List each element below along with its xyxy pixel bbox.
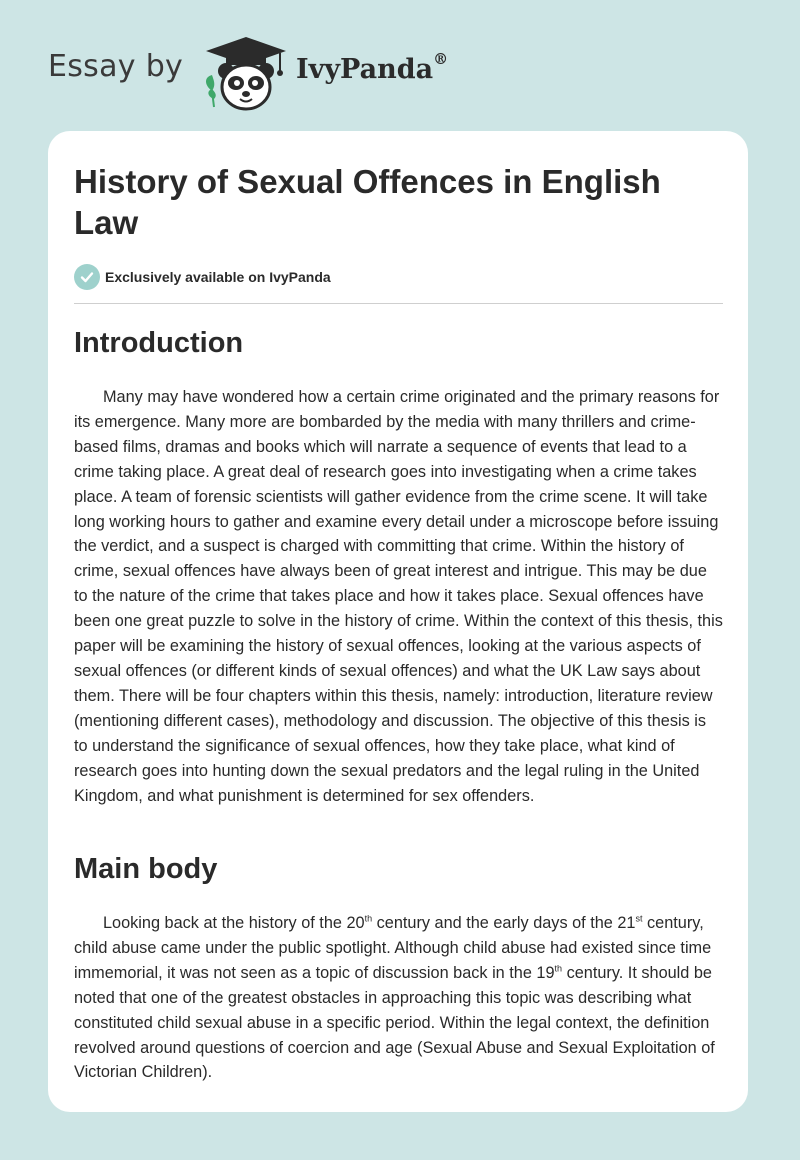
section-heading-main-body: Main body [74,853,218,885]
brand-name-text: IvyPanda [296,54,434,85]
site-header [0,0,800,130]
brand-name[interactable] [296,50,449,85]
ordinal-suffix: th [554,963,563,974]
exclusive-badge-label: Exclusively available on IvyPanda [105,269,331,285]
ordinal-suffix: th [364,913,373,924]
section-heading-introduction: Introduction [74,327,244,359]
ordinal-suffix: st [635,913,643,924]
main-body-paragraph [74,911,724,1085]
ivypanda-panda-logo-icon[interactable] [200,35,292,113]
introduction-paragraph: Many may have wondered how a certain crime originated and the primary reasons for its emergence. Many more are bombarded by the media with many thrillers and crime-based films, dramas and books which will narrate a sequence of events that lead to a crime taking place. A great deal of research goes into investigating when a crime takes place. A team of forensic scientists will gather evidence from the crime scene. It will take long working hours to gather and examine every detail under a microscope before issuing the verdict, and a suspect is charged with committing that crime. Within the history of crime, sexual offences have always been of great interest and intrigue. This may be due to the nature of the crime that takes place and how it takes place. Sexual offences have been one great puzzle to solve in the history of crime. Within the context of this thesis, this paper will be examining the history of sexual offences, looking at the various aspects of sexual offences (or different kinds of sexual offences) and what the UK Law says about them. There will be four chapters within this thesis, namely: introduction, literature review (mentioning different cases), methodology and discussion. The objective of this thesis is to understand the significance of sexual offences, how they take place, what kind of research goes into hunting down the sexual predators and the legal ruling in the United Kingdom, and what punishment is determined for sex offenders. [74,388,723,805]
essay-by-label: Essay by [48,49,184,84]
main-body-text-3: century, child abuse came under the public spotlight. Although child abuse had existed since time immemorial, it was not seen as a topic of discussion back in the 19 [74,914,712,982]
registered-mark: ® [433,50,449,68]
main-body-text-1: Looking back at the history of the 20 [103,914,365,932]
exclusive-badge [74,264,331,290]
main-body-text-4: century. It should be noted that one of the greatest obstacles in approaching this topic was describing what constituted child sexual abuse in a specific period. Within the legal context, the definition revolved around questions of coercion and age (Sexual Abuse and Sexual Exploitation of Victorian Children). [74,963,715,1082]
essay-card [48,131,748,1112]
main-body-text-2: century and the early days of the 21 [372,914,636,932]
check-circle-icon [74,264,100,290]
divider [74,303,723,304]
essay-title: History of Sexual Offences in English Law [74,163,661,241]
